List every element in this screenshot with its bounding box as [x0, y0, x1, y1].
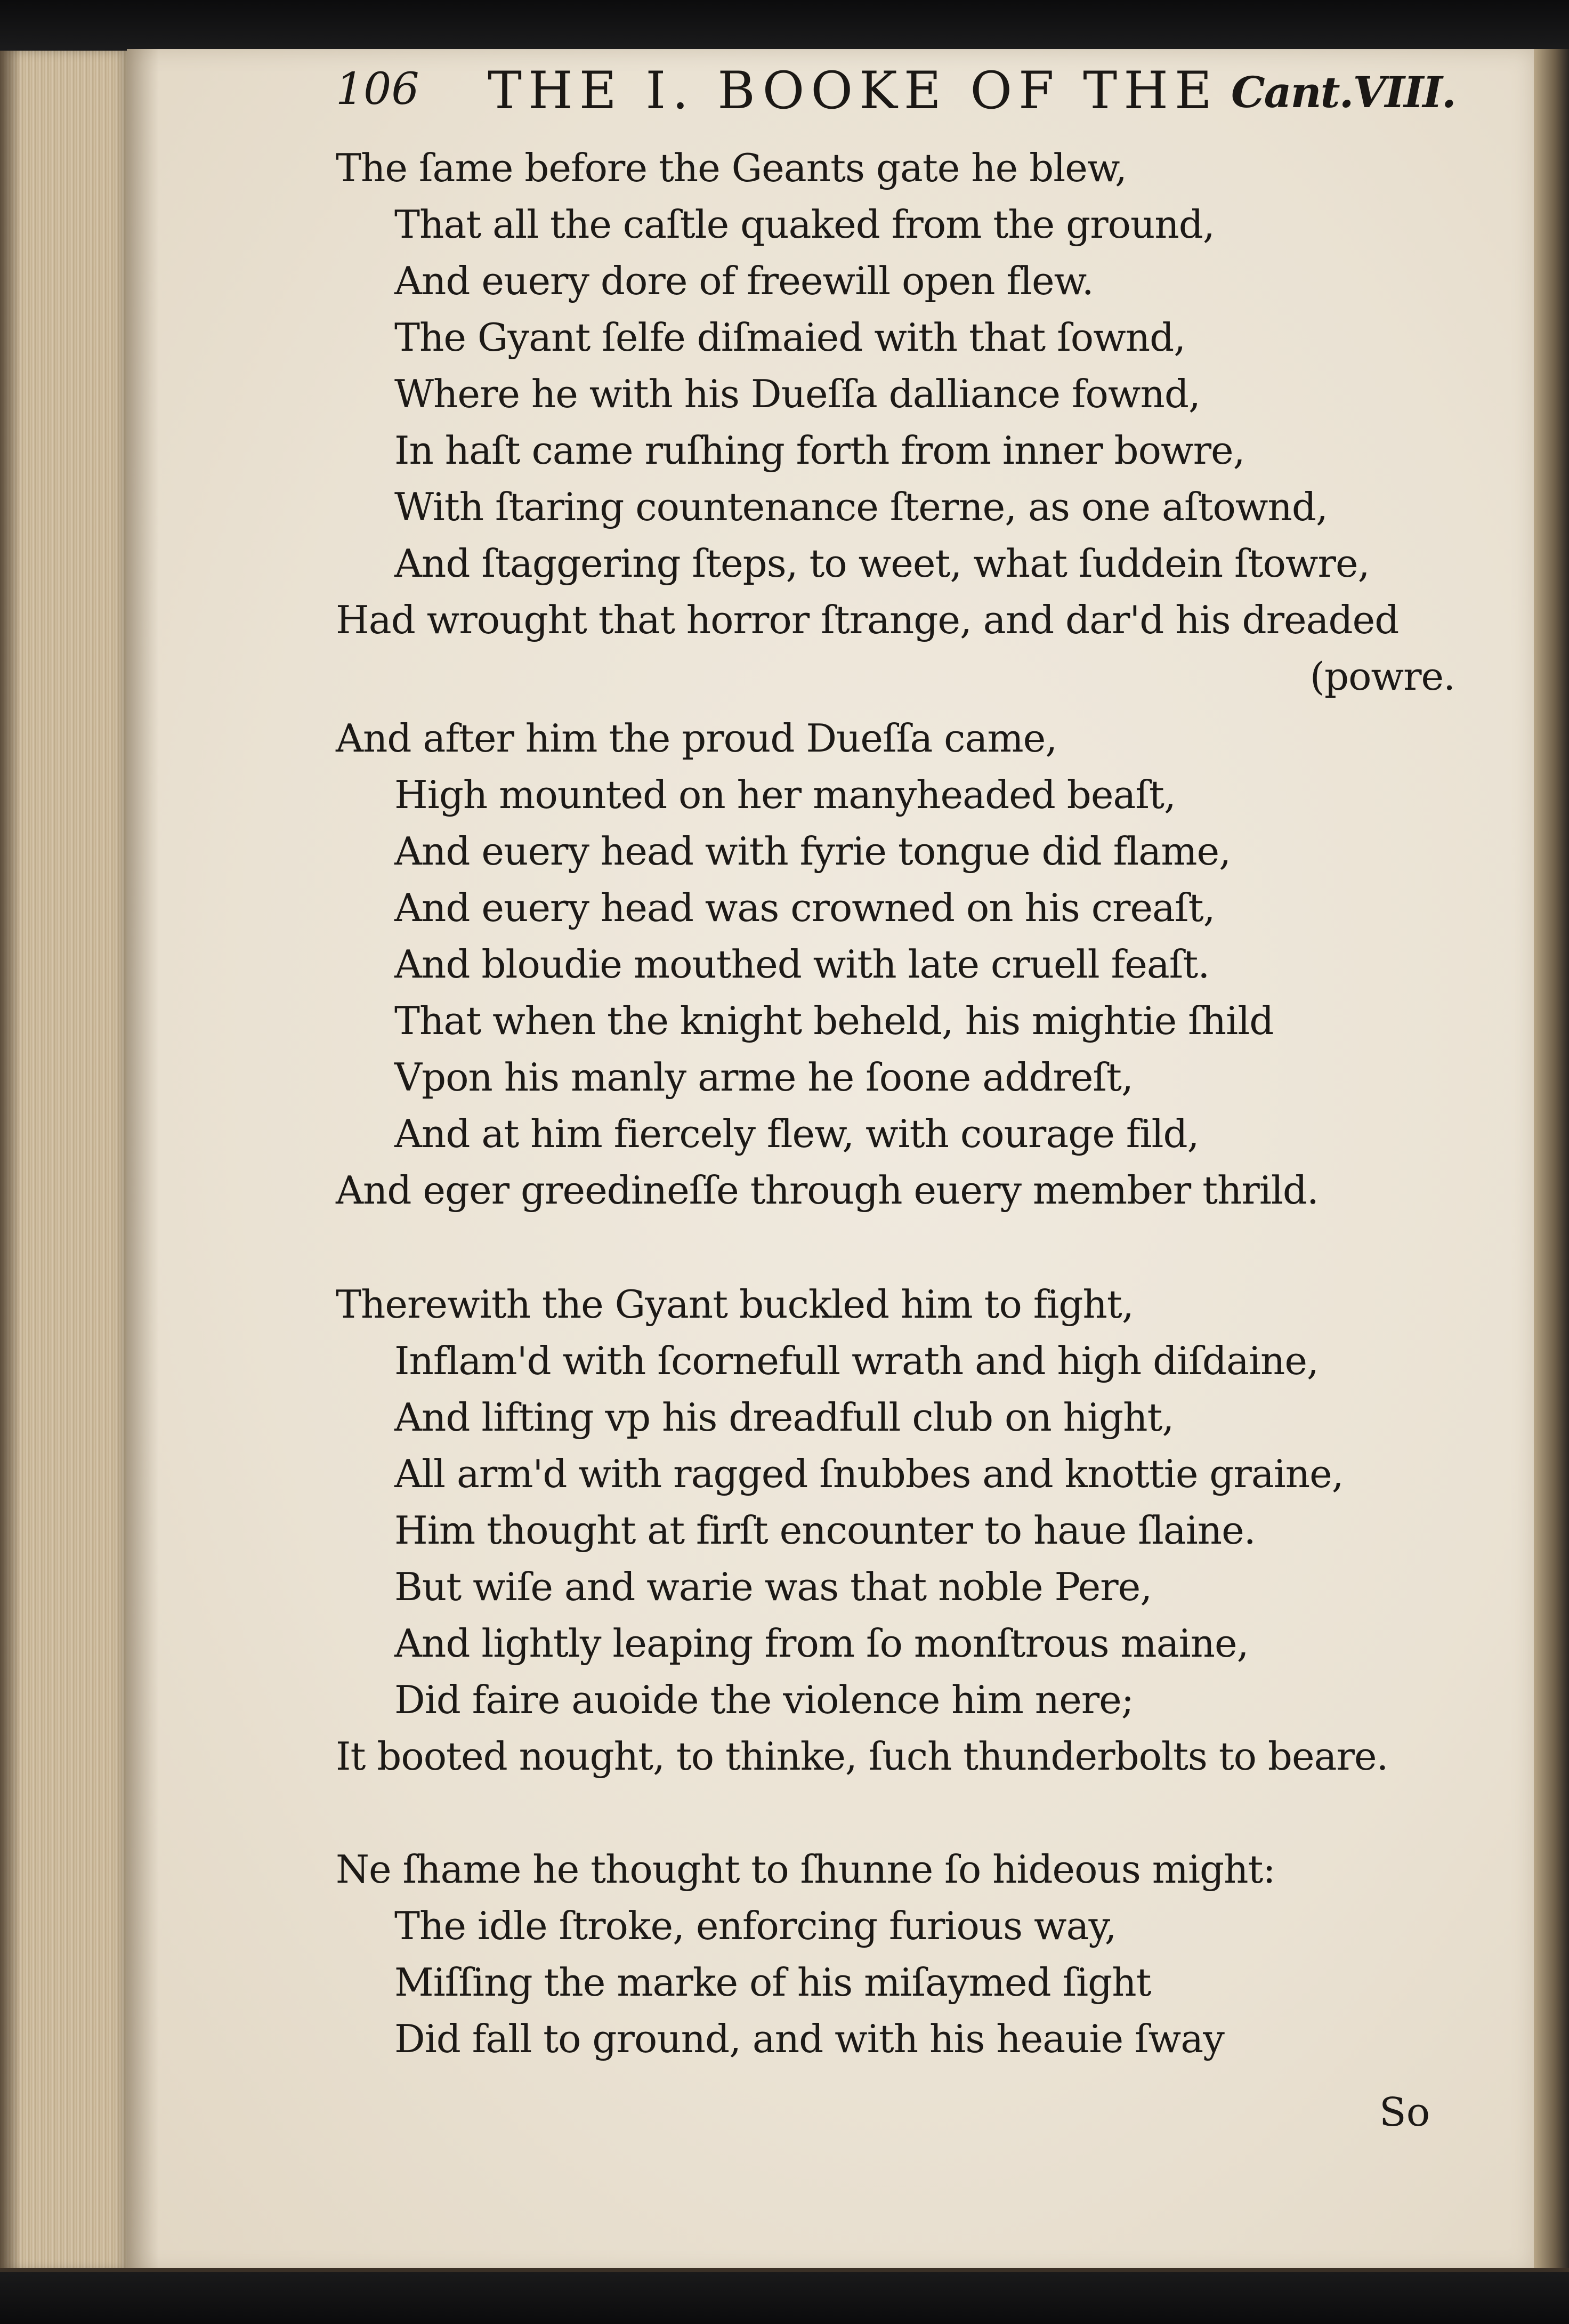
- verse-line: The idle ſtroke, enforcing furious way,: [394, 1903, 1117, 1948]
- verse-line: It booted nought, to thinke, ſuch thunderbolts to beare.: [336, 1734, 1388, 1779]
- verse-line: That all the caſtle quaked from the ground,: [394, 202, 1215, 247]
- verse-line: And ſtaggering ſteps, to weet, what ſuddein ſtowre,: [394, 541, 1370, 586]
- verse-line: Vpon his manly arme he ſoone addreſt,: [394, 1055, 1133, 1100]
- stanza-3: [336, 1276, 1455, 1785]
- bottom-shadow-band: [0, 2272, 1569, 2324]
- verse-line: In haſt came ruſhing forth from inner bowre,: [394, 428, 1245, 473]
- canto-label: Cant.VIII.: [1231, 67, 1455, 117]
- turnover-word: (powre.: [1309, 654, 1455, 699]
- catchword: So: [1379, 2089, 1430, 2135]
- verse-line: And euery dore of freewill open flew.: [394, 259, 1094, 303]
- running-title: THE I. BOOKE OF THE: [488, 61, 1218, 120]
- verse-line: Did faire auoide the violence him nere;: [394, 1677, 1134, 1722]
- verse-line: With ſtaring countenance ſterne, as one aſtownd,: [394, 485, 1328, 529]
- verse-line: Where he with his Dueſſa dalliance fownd,: [394, 372, 1200, 416]
- stanza-1: [336, 140, 1455, 705]
- stanza-4: [336, 1841, 1455, 2067]
- verse-line: The Gyant ſelfe diſmaied with that ſownd,: [394, 315, 1186, 360]
- verse-line: And bloudie mouthed with late cruell feaſt.: [394, 942, 1210, 987]
- page-gutter-shadow: [127, 49, 159, 2273]
- verse-line: That when the knight beheld, his mightie ſhild: [394, 998, 1274, 1043]
- verse-line: And at him fiercely flew, with courage fild,: [394, 1111, 1199, 1156]
- verse-line: But wiſe and warie was that noble Pere,: [394, 1564, 1152, 1609]
- verse-line: High mounted on her manyheaded beaſt,: [394, 772, 1176, 817]
- verse-line: And eger greedineſſe through euery member thrild.: [336, 1168, 1319, 1213]
- verse-line: And after him the proud Dueſſa came,: [336, 716, 1057, 761]
- book-edge-shadow: [0, 51, 21, 2271]
- verse-line: Ne ſhame he thought to ſhunne ſo hideous might:: [336, 1847, 1275, 1892]
- verse-line: The ſame before the Geants gate he blew,: [336, 146, 1127, 190]
- verse-line: Him thought at firſt encounter to haue ſlaine.: [394, 1508, 1256, 1553]
- page-fore-edge: [1534, 49, 1569, 2273]
- page-number: 106: [336, 64, 419, 115]
- verse-line: Therewith the Gyant buckled him to fight,: [336, 1282, 1134, 1327]
- verse-line: And euery head with fyrie tongue did flame,: [394, 829, 1231, 874]
- verse-line: Had wrought that horror ſtrange, and dar'd his dreaded: [336, 598, 1399, 642]
- verse-line: Inflam'd with ſcornefull wrath and high diſdaine,: [394, 1338, 1319, 1383]
- top-shadow-band: [0, 0, 1569, 51]
- verse-line: Miſſing the marke of his miſaymed ſight: [394, 1960, 1151, 2005]
- running-head: [336, 61, 1455, 128]
- verse-line: All arm'd with ragged ſnubbes and knottie graine,: [394, 1451, 1344, 1496]
- verse-line: And lifting vp his dreadfull club on hight,: [394, 1395, 1174, 1440]
- stanza-2: [336, 710, 1455, 1219]
- verse-line: Did fall to ground, and with his heauie ſway: [394, 2016, 1224, 2061]
- verse-line: And lightly leaping from ſo monſtrous maine,: [394, 1621, 1249, 1666]
- verse-line: And euery head was crowned on his creaſt,: [394, 885, 1215, 930]
